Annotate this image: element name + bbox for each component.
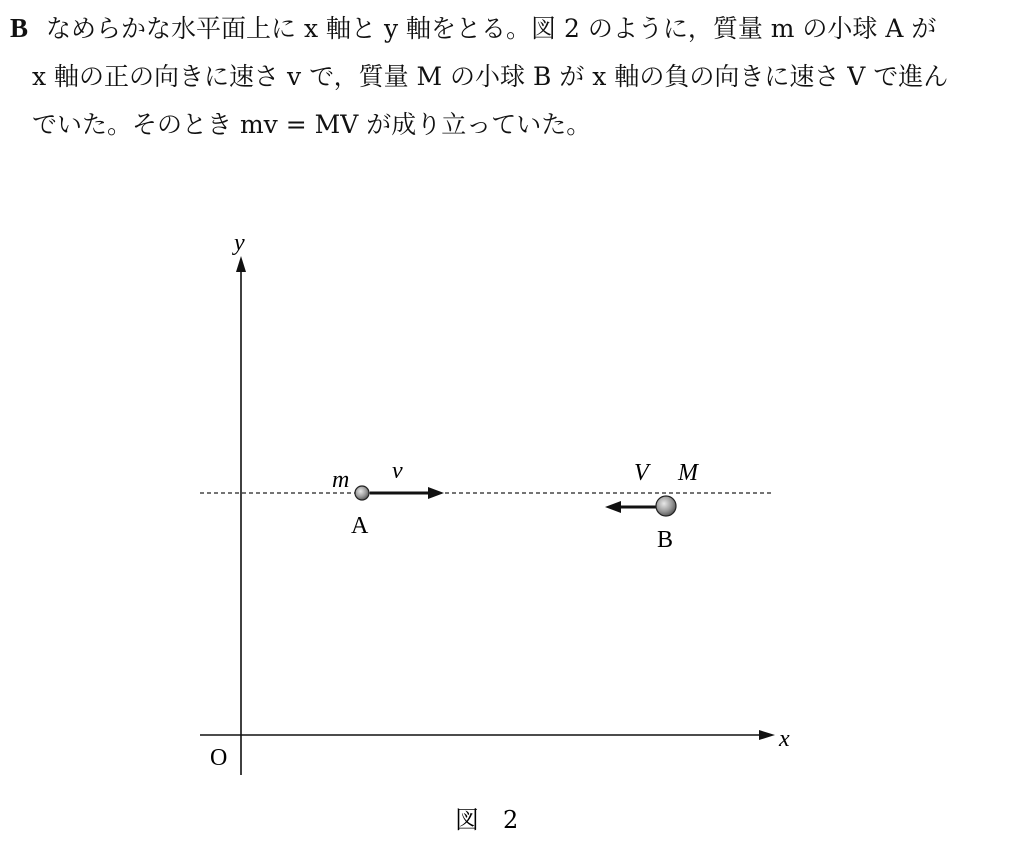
- ball-b-velocity-arrowhead: [605, 501, 621, 513]
- ball-b: [656, 496, 676, 516]
- y-axis-label: y: [234, 230, 245, 256]
- problem-line-2: x 軸の正の向きに速さ v で，質量 M の小球 B が x 軸の負の向きに速さ V で進ん: [32, 62, 949, 91]
- problem-line-1-text: なめらかな水平面上に x 軸と y 軸をとる。図 2 のように，質量 m の小球 A が: [46, 14, 937, 43]
- ball-a-velocity-label: v: [392, 458, 403, 484]
- x-axis-label: x: [779, 726, 790, 752]
- problem-line-3: でいた。そのとき mv = MV が成り立っていた。: [32, 110, 592, 139]
- y-axis-arrowhead: [236, 256, 246, 272]
- figure-caption: 図 2: [455, 806, 519, 834]
- ball-b-mass-label: M: [678, 460, 698, 486]
- ball-a-velocity-arrowhead: [428, 487, 444, 499]
- origin-label: O: [210, 745, 228, 771]
- problem-label: B: [10, 13, 29, 43]
- ball-a-mass-label: m: [332, 467, 350, 493]
- ball-a: [355, 486, 369, 500]
- x-axis-arrowhead: [759, 730, 775, 740]
- ball-b-name: B: [657, 527, 674, 553]
- ball-a-name: A: [351, 513, 369, 539]
- ball-b-velocity-label: V: [634, 460, 649, 486]
